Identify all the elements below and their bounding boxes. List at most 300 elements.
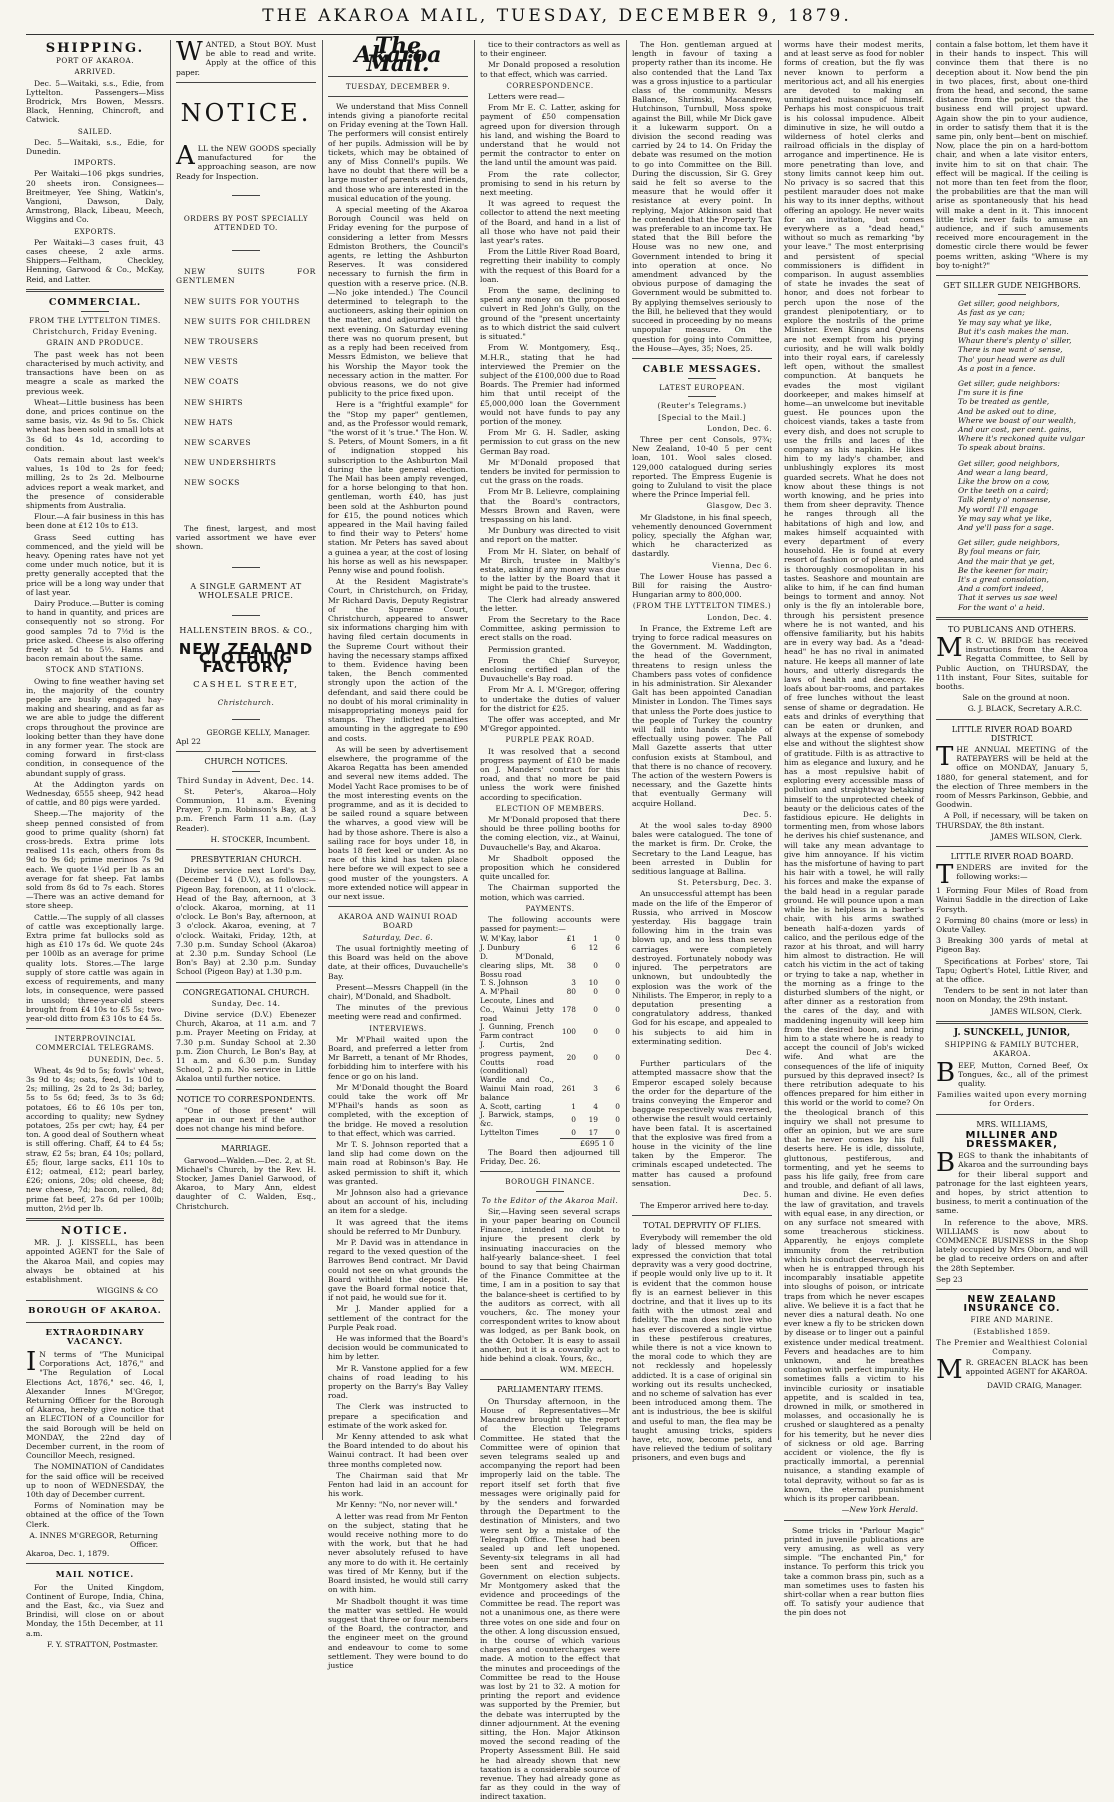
flies-text: Everybody will remember the old lady of blessed memory who expressed the conviction that total depravity was a very good doctrine, if people would only live up to it. It is evident that the common house fly is an earnest believer in this doctrine, and that it lives up to its faith with the utmost zeal and fidelity. The man does not live who has ever discovered a single virtue in these pestiferous creatures, while there is not a vice known to the moral code to which they are not recklessly and hopelessly addicted. It is a case of original sin working out its results unchecked, and no scheme of salvation has ever been introduced among them. The ant is industrious, the bee is skilful and useful to man, the flea may be taught amusing tricks, spiders have, etc, now, become pets, and have relieved the tedium of solitary prisoners, and even bugs and	[632, 1232, 772, 1463]
payee-cell: T. S. Johnson	[480, 978, 528, 988]
interviews-paragraph: Mr Shadbolt thought it was time the matter was settled. He would suggest that three or four members of the Board, the contractor, and the engineer meet on the ground and endeavour to come to some settlement. They were bound to do justice	[328, 1596, 468, 1670]
correspondence-paragraph: The offer was accepted, and Mr M'Gregor appointed.	[480, 715, 620, 734]
column-rule	[322, 40, 323, 1440]
pin-trick-text: contain a false bottom, let them have it in their hands to inspect. This will convince them that there is no deception about it. Now bend the pin in two places, first, about one-third from the head, and second, the same distance from the point, so that the business end will project upward. Again show the pin to your audience, in order to satisfy them that it is the same pin, only bent—bent on mischief. Now, place the pin on a hard-bottom chair, and when a late visitor enters, invite him to sit on that chair. The effect will be magical. If the ceiling is not more than ten feet from the floor, the probabilities are that the man will arise as spontaneously that his head will make a dent in it. This innocent little trick never fails to amuse an audience, and if such amusements received more encouragement in the domestic circle there would be fewer poems written, asking "Where is my boy to-night?"	[936, 40, 1088, 270]
divider	[328, 906, 468, 907]
insurance-heading: NEW ZEALAND INSURANCE CO.	[963, 1293, 1061, 1315]
correspondents-heading: NOTICE TO CORRESPONDENTS.	[176, 1094, 316, 1104]
little-river-text: HE ANNUAL MEETING of the RATEPAYERS will be held at the office on MONDAY, January 5, 1880, for general statement, and for the election of Three members in the room of Messrs Parkinson, Gebbie, and Goodwin.	[936, 745, 1088, 810]
interviews-heading: INTERVIEWS.	[369, 1023, 427, 1033]
vacancy-text: The NOMINATION of Candidates for the said office will be received up to noon of WEDNESDAY, the 10th day of December current.	[26, 1462, 164, 1500]
grain-heading: GRAIN AND PRODUCE.	[46, 338, 144, 348]
correspondence-paragraph: From the Secretary to the Race Committee, asking permission to erect stalls on the road.	[480, 614, 620, 643]
correspondence-paragraph: From Mr E. C. Latter, asking for payment of £50 compensation agreed upon for diversion through his land, and wishing the Board to understand that he would not permit the contractor to enter on the land until the amount was paid.	[480, 103, 620, 168]
poem-line: But it's cash makes the man.	[958, 326, 1069, 336]
poem-line: Get siller, good neighbors,	[958, 299, 1060, 309]
divider	[936, 1021, 1088, 1024]
election-heading: ELECTION OF MEMBERS.	[495, 803, 605, 813]
parliament-heading: PARLIAMENTARY ITEMS.	[496, 1385, 604, 1395]
payee-cell: J. Barwick, stamps, &c.	[480, 1110, 554, 1129]
table-row	[480, 1041, 620, 1076]
tender-item: 1 Forming Four Miles of Road from Wainui Saddle in the direction of Lake Forsyth.	[936, 886, 1088, 914]
stock-heading: STOCK AND STATIONS.	[45, 665, 145, 675]
interviews-paragraph: He was informed that the Board's decision would be communicated to him by letter.	[328, 1334, 468, 1362]
drop-cap: A	[176, 141, 195, 172]
poem-line: To speak about brains.	[958, 443, 1046, 453]
payee-cell: A. M'Phail	[480, 987, 519, 997]
payee-cell: W. M'Kay, labor	[480, 934, 538, 944]
marriage-text: Garwood—Walden.—Dec. 2, at St. Michael's Church, by the Rev. H. Stocker, James Daniel Garwood, of Akaroa, to Mary Ann, eldest daughter of C. Walden, Esq., Christchurch.	[176, 1155, 316, 1211]
payee-cell: D. M'Donald, clearing slips, Mt. Bossu road	[480, 952, 554, 979]
notice-text: MR. J. J. KISSELL, has been appointed AGENT for the Sale of the Akaroa Mail, and copies may always be obtained at his establishment.	[26, 1238, 164, 1284]
poem	[936, 299, 1088, 612]
divider	[232, 250, 260, 251]
list-item: NEW UNDERSHIRTS	[184, 458, 277, 468]
interprovincial-text: Wheat, 4s 9d to 5s; fowls' wheat, 3s 9d to 4s; oats, feed, 1s 10d to 2s; milling, 2s 2d to 2s 3d; barley, 5s to 5s 6d; feed, 3s to 3s 6d; potatoes, £6 to £6 10s per ton, according to quality; new Sydney potatoes, 25s per cwt; hay, £4 per ton. A good deal of Southern wheat is still offering. Chaff, £4 to £4 5s; straw, £2 5s; bran, £4 10s; pollard, £5; flour, large sacks, £11 10s to £12; oatmeal, £12; pearl barley, £26; onions, 20s; old cheese, 8d; new cheese, 7d; bacon, rolled, 8d; prime fat beef, 27s 6d per 100lb; mutton, 2½d per lb.	[26, 1065, 164, 1213]
wanted-text: ANTED, a Stout BOY. Must be able to read and write. Apply at the office of this paper.	[176, 40, 316, 77]
poem-line: Get siller, good neighbors,	[958, 458, 1060, 468]
flies-heading: TOTAL DEPRVITY OF FLIES.	[642, 1221, 762, 1231]
dateline: London, Dec. 6.	[707, 423, 772, 433]
drop-cap: M	[936, 1355, 963, 1386]
reuter-line: (Reuter's Telegrams.)	[657, 401, 747, 411]
tenders-signature: JAMES WILSON, Clerk.	[990, 1006, 1082, 1016]
grain-paragraph: Dairy Produce.—Butter is coming to hand in quantity, and prices are consequently not so strong. For good samples 7d to 7½d is the price asked. Cheese is also offering freely at 5d to 5½. Hams and bacon remain about the same.	[26, 598, 164, 664]
parlour-magic-text: Some tricks in "Parlour Magic" printed in juvenile publications are very amusing, as well as very simple. "The enchanted Pin," for instance. To perform this trick you take a common brass pin, such as a man sometimes uses to fasten his shirt-collar when a rear button flies off. To satisfy your audience that the pin does not	[784, 1525, 924, 1618]
poem-line: Be the keener for mair;	[958, 565, 1049, 575]
masthead-rule	[26, 34, 1094, 35]
shipping-heading: SHIPPING.	[45, 41, 145, 56]
shillings-cell: 12	[588, 943, 598, 953]
interviews-paragraph: Mr P. David was in attendance in regard to the vexed question of the Barrowes Bend contract. Mr David could not see on what grounds the Board withheld the deposit. He gave the Board formal notice that, if not paid, he would sue for it.	[328, 1237, 468, 1303]
pounds-cell: 100	[561, 1026, 576, 1036]
road-board-paragraph: The minutes of the previous meeting were read and confirmed.	[328, 1003, 468, 1022]
pence-cell: 6	[615, 1084, 620, 1094]
correspondence-paragraph: Mr Dunbury was directed to visit and report on the matter.	[480, 526, 620, 545]
correspondence-paragraph: From the Chief Surveyor, enclosing certified plan of the Duvauchelle's Bay road.	[480, 655, 620, 684]
vacancy-signature: A. INNES M'GREGOR, Returning Officer.	[29, 1530, 158, 1550]
interviews-paragraph: The Clerk was instructed to prepare a specification and estimate of the work asked for.	[328, 1402, 468, 1430]
vacancy-heading: EXTRAORDINARY VACANCY.	[45, 1327, 145, 1347]
pence-cell: 0	[615, 1004, 620, 1014]
sunckell-ad	[936, 1057, 1088, 1089]
manager-name: GEORGE KELLY, Manager.	[206, 727, 310, 737]
divider	[936, 275, 1088, 276]
column-2	[176, 37, 316, 1440]
divider	[998, 294, 1026, 295]
shillings-cell: 17	[588, 1128, 598, 1138]
pounds-cell: 80	[566, 987, 576, 997]
drop-cap: B	[936, 1057, 956, 1088]
pounds-cell: 1	[571, 1101, 576, 1111]
st-peter-signature: H. STOCKER, Incumbent.	[210, 834, 310, 844]
column-rule	[930, 40, 931, 1440]
paragraph: Mr Donald proposed a resolution to that effect, which was carried.	[480, 60, 620, 79]
grain-paragraph: The past week has not been characterised by much activity, and transactions have been on as meagre a scale as marked the previous week.	[26, 349, 164, 396]
imports-text: Per Waitaki—106 pkgs sundries, 20 sheets iron. Consignees—Breitmeyer, Yee Shing, Watkin's, Vangioni, Dawson, Daly, Armstrong, Black, Libeau, Meech, Wiggins and Co.	[26, 169, 164, 225]
correspondence-paragraph: From the Little River Road Board, regretting their inability to comply with the request of this Board for a loan.	[480, 247, 620, 284]
items-list	[176, 267, 316, 487]
payee-cell: Wardle and Co., Wainui Main road, balance	[480, 1075, 554, 1102]
vacancy-text: Forms of Nomination may be obtained at the office of the Town Clerk.	[26, 1501, 164, 1529]
correspondence-paragraph: From the same, declining to spend any money on the proposed culvert in Red John's Gully, on the ground of the "present uncertainty as to which district the said culvert is situated."	[480, 286, 620, 342]
divider	[176, 751, 316, 752]
sunckell-heading: J. SUNCKELL, JUNIOR,	[953, 1027, 1071, 1038]
exports-text: Per Waitaki—3 cases fruit, 43 cases cheese, 2 axle arms. Shippers—Feltham, Checkley, Henning, Garwood & Co., McKay, Reid, and Latter.	[26, 237, 164, 284]
divider	[176, 982, 316, 983]
column-rule	[778, 40, 779, 1440]
poem-line: My word! I'll engage	[958, 504, 1038, 514]
pounds-cell: 6	[571, 943, 576, 953]
list-item: NEW SOCKS	[184, 478, 240, 488]
correspondents-text: "One of those present" will appear in our next if the author does not change his mind before.	[176, 1105, 316, 1134]
williams-text: EGS to thank the inhabitants of Akaroa and the surrounding bays for their liberal support and patronage for the last eighteen years, and hopes, by strict attention to business, to merit a continuation of the same.	[936, 1151, 1088, 1216]
divider	[26, 1300, 164, 1301]
interviews-paragraph: Mr Kenny: "No, nor never will."	[336, 1500, 458, 1510]
notice-signature: WIGGINS & CO	[96, 1286, 158, 1296]
finance-heading: BOROUGH FINANCE.	[505, 1177, 595, 1187]
congregational-heading: CONGREGATIONAL CHURCH.	[182, 987, 310, 997]
pounds-cell: 0	[571, 1128, 576, 1138]
payee-cell: A. Scott, carting	[480, 1101, 542, 1111]
borough-heading: BOROUGH OF AKAROA.	[28, 1306, 162, 1317]
poem-line: Where it's reckoned quite vulgar	[958, 434, 1085, 444]
stock-paragraph: Sheep.—The majority of the sheep penned consisted of from good to prime quality (shorn) fat cross-breds. Extra prime lots realised 11s each, others from 8s 9d to 9s 6d; prime merinos 7s 9d each. We quote 1¼d per lb as an average for fat sheep. Fat lambs sold from 8s 6d to 7s each. Stores—There was an active demand for store sheep.	[26, 809, 164, 911]
commercial-heading: COMMERCIAL.	[48, 296, 142, 308]
interviews-paragraph: Mr Johnson also had a grievance about an account of his, including an item for a sledge.	[328, 1187, 468, 1216]
poem-line: Talk plenty o' nonsense,	[958, 495, 1051, 505]
shillings-cell: 10	[588, 978, 598, 988]
tenders-text: Specifications at Forbes' store, Tai Tapu; Ogbert's Hotel, Little River, and at the office.	[936, 956, 1088, 985]
poem-line: Ye may say what ye like,	[958, 317, 1052, 327]
city-name: Christchurch.	[217, 697, 275, 707]
list-item: NEW COATS	[184, 377, 240, 387]
insurance-established: (Established 1859.	[973, 1326, 1051, 1336]
tender-item: 3 Breaking 300 yards of metal at Pigeon Bay.	[936, 936, 1088, 955]
finance-letter: Sir,—Having seen several scraps in your paper bearing on Council Finance, intended no doubt to injure the present clerk by insinuating inaccuracies on the half-yearly balance-sheet. I feel bound to say that being Chairman of the Finance Committee at the time, I am in a position to say that the balance-sheet is certified to by the auditors as correct, with all vouchers, &c. The money your correspondent writes to know about was lodged, as per Bank book, on the 4th October. It is easy to assail another, but it is a cowardly act to hide behind a cloak. Yours, &c.,	[480, 1206, 620, 1364]
pounds-cell: £1	[566, 934, 576, 944]
divider	[232, 195, 260, 196]
poem-title: GET SILLER GUDE NEIGHBORS.	[943, 281, 1081, 291]
pence-cell: 0	[615, 987, 620, 997]
tender-item: 2 Forming 80 chains (more or less) in Okute Valley.	[936, 915, 1088, 935]
poem-line: For the want o' a heid.	[958, 602, 1045, 612]
payments-table	[480, 935, 620, 1137]
divider	[232, 615, 260, 616]
payee-cell: Lyttelton Times	[480, 1128, 539, 1138]
column-4	[480, 40, 620, 1802]
williams-name: MRS. WILLIAMS,	[976, 1119, 1048, 1129]
shillings-cell: 4	[593, 1101, 598, 1111]
poem-line: Get siller, gude neighbors:	[958, 378, 1060, 388]
source-line: (FROM THE LYTTELTON TIMES.)	[632, 601, 772, 611]
correspondence-paragraph: From Mr A. I. M'Gregor, offering to undertake the duties of valuer for the district for £25.	[480, 685, 620, 713]
payments-total: £695 1 0	[560, 1138, 614, 1148]
pence-cell: 0	[615, 978, 620, 988]
drop-cap: W	[176, 37, 203, 67]
divider	[480, 1171, 620, 1172]
drop-cap: I	[26, 1347, 37, 1377]
column-rule	[474, 40, 475, 1440]
pence-cell: 0	[615, 1128, 620, 1138]
dateline: Glasgow, Dec 3.	[706, 501, 772, 511]
payee-cell: J. Dunbury	[480, 943, 520, 953]
little-river-ad	[936, 742, 1088, 810]
divider	[784, 1520, 924, 1521]
table-row	[480, 953, 620, 979]
parliament-text: On Thursday afternoon, in the House of Representatives—Mr Macandrew brought up the report of the Election Telegrams Committee. He stated that the Committee were of opinion that seven telegrams sealed up and accompanying the report had been improperly laid on the table. The report itself set forth that five messages were originally paid for by the senders and forwarded through the Department to the destination of Ministers, and two were sent by a mistake of the Telegraph Office. These had been sealed up and left unopened. Seventy-six telegrams in all had been sent and received by Government on election subjects. Mr Montgomery asked that the evidence and proceedings of the Committee be read. The report was not a unanimous one, as there were three votes on one side and four on the other. A long discussion ensued, in the course of which various charges and countercharges were made. A motion to the effect that the minutes and proceedings of the Committee be read to the House was lost by 21 to 32. A motion for printing the report and evidence was supported by the Premier, but the debate was interrupted by the dinner adjournment. At the evening sitting, the Hon. Major Atkinson moved the second reading of the Property Assessment Bill. He said he had already shown that new taxation is a considerable source of revenue. They had already gone as far as they could in the way of indirect taxation.	[480, 1396, 620, 1802]
poem-line: And ye'll pass for a sage.	[958, 522, 1054, 532]
divider	[536, 1191, 564, 1192]
road-board-date: Saturday, Dec. 6.	[362, 932, 434, 942]
publicans-text: R C. W. BRIDGE has received instructions from the Akaroa Regatta Committee, to Sell by Public Auction, on THURSDAY, the 11th instant, Four Sites, suitable for booths.	[936, 635, 1088, 691]
shillings-cell: 0	[593, 1053, 598, 1063]
grain-paragraph: Flour.—A fair business in this has been done at £12 10s to £13.	[26, 512, 164, 531]
list-item: NEW SUITS FOR CHILDREN	[184, 316, 311, 326]
divider	[232, 567, 260, 568]
divider	[232, 771, 260, 772]
table-row	[480, 1076, 620, 1102]
divider	[26, 1218, 164, 1221]
cable-heading: CABLE MESSAGES.	[642, 363, 762, 375]
pence-cell: 0	[615, 934, 620, 944]
payee-cell: J. Gunning, French Farm contract	[480, 1022, 554, 1041]
issue-date: TUESDAY, DECEMBER 9.	[345, 81, 451, 91]
congregational-date: Sunday, Dec. 14.	[211, 998, 281, 1008]
mail-notice-text: For the United Kingdom, Continent of Europe, India, China, and the East, &c., via Suez and Brindisi, will close on or about Monday, the 15th December, at 11 a.m.	[26, 1582, 164, 1638]
list-item: NEW SUITS FOR YOUTHS	[184, 296, 300, 306]
grain-paragraph: Oats remain about last week's values, 1s 10d to 2s for feed; milling, 2s to 2s 2d. Melbourne advices report a weak market, and the presence of considerable shipments from Australia.	[26, 454, 164, 510]
poem-line: Or the teeth on a caird;	[958, 486, 1049, 496]
williams-text: In reference to the above, MRS. WILLIAMS is now about to COMMENCE BUSINESS in the Shop lately occupied by Mrs Oborn, and will be glad to receive orders on and after the 28th September.	[936, 1217, 1088, 1273]
poem-line: There is nae want o' sense,	[958, 345, 1063, 355]
interviews-paragraph: Mr J. Mander applied for a settlement of the contract for the Purple Peak road.	[328, 1304, 468, 1332]
factory-name: NEW ZEALAND CLOTHING FACTORY,	[178, 639, 314, 677]
purple-peak-heading: PURPLE PEAK ROAD.	[505, 735, 595, 745]
divider	[480, 1379, 620, 1380]
marriage-heading: MARRIAGE.	[221, 1144, 271, 1154]
port-heading: PORT OF AKAROA.	[56, 56, 134, 66]
drop-cap: M	[936, 632, 963, 663]
street-name: CASHEL STREET,	[193, 679, 299, 690]
shillings-cell: 0	[593, 987, 598, 997]
orders-heading: ORDERS BY POST SPECIALLY ATTENDED TO.	[183, 213, 309, 233]
masthead: THE AKAROA MAIL, TUESDAY, DECEMBER 9, 1879.	[262, 6, 852, 26]
divider	[81, 311, 109, 312]
cable-text: At the wool sales to-day 8900 bales were catalogued. The tone of the market is firm. Dr. Croke, the Secretary to the Land League, has been arrested in Dublin for seditious language at Ballina.	[632, 821, 772, 877]
pounds-cell: 38	[566, 960, 576, 970]
flies-source: —New York Herald.	[841, 1505, 918, 1515]
sailed-heading: SAILED.	[77, 126, 113, 136]
poem-line: Ye may say what ye like,	[958, 513, 1052, 523]
special-line: [Special to the Mail.]	[658, 412, 746, 422]
st-peter-text: St. Peter's, Akaroa—Holy Communion, 11 a.m. Evening Prayer, 7 p.m. Robinson's Bay, at 3 p.m. French Farm 11 a.m. (Lay Reader).	[176, 786, 316, 833]
road-board-paragraph: Present—Messrs Chappell (in the chair), M'Donald, and Shadbolt.	[328, 982, 468, 1001]
pounds-cell: 0	[571, 1114, 576, 1124]
source-line: FROM THE LYTTELTON TIMES.	[29, 316, 161, 326]
cable-text: An unsuccessful attempt has been made on the life of the Emperor of Russia, who arrived in Moscow yesterday. His baggage train following him in the train was blown up, and no less than seven carriages were completely destroyed. Fortunately nobody was injured. The perpetrators are unknown, but undoubtedly the explosion was the work of the Nihilists. The Emperor, in reply to a deputation presenting a congratulatory address, thanked God for his escape, and appealed to his subjects to aid him in exterminating sedition.	[632, 889, 772, 1046]
payments-heading: PAYMENTS.	[525, 903, 575, 913]
payments-intro: The following accounts were passed for payment:—	[480, 915, 620, 934]
interviews-paragraph: Mr R. Vanstone applied for a few chains of road leading to his property on the Barry's Bay Valley road.	[328, 1363, 468, 1401]
column-1	[26, 40, 164, 1649]
list-item: NEW VESTS	[184, 357, 239, 367]
pounds-cell: 178	[561, 1004, 576, 1014]
poem-line: As fast as ye can;	[958, 308, 1025, 318]
williams-date: Sep 23	[936, 1274, 963, 1284]
editorial-paragraph: Here is a "frightful example" for the "Stop my paper" gentlemen, and, as the Professor would remark, "the worst of it 's true." The Hon. W. S. Peters, of Mount Somers, in a fit of indignation stopped his subscription to the Ashburton Mail during the late general election. The Mail has been amply revenged, for a horse belonging to that hon. gentleman, worth £40, has just been sold at the Ashburton pound for £15, the pound notices which appeared in the Mail having failed to find their way to Peters' home station. Mr Peters has saved about a guinea a year, at the cost of losing his horse as well as his newspaper. Penny wise and pound foolish.	[328, 400, 468, 575]
correspondence-paragraph: From Mr G. H. Sadler, asking permission to cut grass on the new German Bay road.	[480, 428, 620, 456]
poem-line: It's a great consolation,	[958, 574, 1049, 584]
adjourned-text: The Board then adjourned till Friday, Dec. 26.	[480, 1148, 620, 1167]
pence-cell: 0	[615, 960, 620, 970]
road-board-heading: AKAROA AND WAINUI ROAD BOARD	[338, 912, 458, 931]
mail-notice-signature: F. Y. STRATTON, Postmaster.	[46, 1639, 158, 1649]
pounds-cell: 3	[571, 978, 576, 988]
divider	[632, 358, 772, 359]
correspondence-heading: CORRESPONDENCE.	[506, 80, 594, 90]
parliament-continued: The Hon. gentleman argued at length in favour of taxing a property rather than its income. He also contended that the Land Tax was a gross injustice to a particular class of the community. Messrs Ballance, Shrimski, Macandrew, Hutchinson, Turnbull, Moss spoke against the Bill, while Mr Dick gave it a lukewarm support. On a division the second reading was carried by 24 to 14. On Friday the debate was resumed on the motion to go into Committee on the Bill. During the discussion, Sir G. Grey said he felt so averse to the measure that he would offer it resistance at every point. In replying, Major Atkinson said that he contended that the Property Tax was preferable to an income tax. He stated that the Bill before the House was no new one, and Government intended to bring it into operation at once. No amendment advanced by the obvious purpose of damaging the Government would be submitted to. By applying themselves seriously to the Bill, he believed that they would succeed in proceeding by no means unpopular measure. On the question for going into Committee, the House—Ayes, 35; Noes, 25.	[632, 40, 772, 353]
firm-name: HALLENSTEIN BROS. & CO.,	[179, 625, 313, 635]
stock-paragraph: At the Addington yards on Wednesday, 6555 sheep, 942 head of cattle, and 80 pigs were yarded.	[26, 779, 164, 808]
election-paragraph: Mr Shadbolt opposed the proposition which he considered quite uncalled for.	[480, 853, 620, 882]
purple-peak-text: It was resolved that a second progress payment of £10 be made on J. Manders' contract for this road, and that no more be paid unless the work were finished according to specification.	[480, 746, 620, 802]
column-3	[328, 33, 468, 1670]
road-board-paragraph: The usual fortnightly meeting of this Board was held on the above date, at their offices, Duvauchelle's Bay.	[328, 943, 468, 981]
sailed-text: Dec. 5—Waitaki, s.s., Edie, for Dunedin.	[26, 137, 164, 157]
dateline: Vienna, Dec 6.	[712, 560, 772, 570]
interviews-paragraph: Mr T. S. Johnson reported that a land slip had come down on the main road at Robinson's Bay. He asked permission to shift it, which was granted.	[328, 1139, 468, 1186]
finest-text: The finest, largest, and most varied assortment we have ever shown.	[176, 523, 316, 552]
poem-line: And wear a lang beard,	[958, 467, 1049, 477]
divider	[176, 82, 316, 83]
vacancy-date: Akaroa, Dec. 1, 1879.	[26, 1549, 110, 1559]
divider	[632, 1215, 772, 1216]
column-6	[784, 40, 924, 1618]
pounds-cell: 261	[561, 1084, 576, 1094]
pence-cell: 0	[615, 1026, 620, 1036]
divider	[688, 378, 716, 379]
dateline: London, Dec. 4.	[707, 612, 772, 622]
poem-line: And a comfort indeed,	[958, 584, 1044, 594]
advent-line: Third Sunday in Advent, Dec. 14.	[177, 775, 315, 785]
divider	[688, 396, 716, 397]
divider	[26, 289, 164, 292]
paragraph: tice to their contractors as well as to their engineer.	[480, 40, 620, 59]
payee-cell: J. Curtis, 2nd progress payment, Coutts road (conditional)	[480, 1040, 554, 1076]
table-row	[480, 1129, 620, 1138]
dateline: St. Petersburg, Dec. 3.	[677, 878, 772, 888]
flies-continued: worms have their modest merits, and at least serve as food for nobler forms of creation, but the fly was never known to perform a meritorious act, and all his energies are devoted to making an unmitigated nuisance of himself. Perhaps his most conspicuous trait is his colossal impudence. Albeit diminutive in size, he will outdo a wilderness of hotel clerks and railroad officials in the display of arrogance and impertinence. He is more penetrating than love, and stony limits cannot keep him out. No privacy is so sacred that this pestilent marauder does not make his way to its inner depths, without offering an apology. He never waits for an invitation, but comes everywhere as a "dead head," without so much as remarking "by your leave." The most enterprising and persistent of special commissioners is diffident in comparison. In august assemblies of state he invades the seat of honor, and does not forbear to perch upon the nose of the grandest plenipotentiary, or to explore the nostrils of the prime Minister. Even Kings and Queens are not exempt from his prying curiosity, and he will walk boldly into their royal ears, if carelessly left open, without the smallest compunction. At banquets he evades the most vigilant doorkeeper, and makes himself at home—an unwelcome but inevitable guest. He pounces upon the choicest viands, takes a taste from every dish, and does not scruple to use the frills and laces of the company as his napkin. He likes him to my lady's chamber, and unblushingly explores its most guarded secrets. What he does not know about these things is not worth knowing, and he pries into them from sheer depravity. Thence he ranges through all the habitations of high and low, and makes himself acquainted with every department of every household. He is found at every resort of fashion or of pleasure, and is thoroughly cosmopolitan in his tastes. Seashore and mountain are alike to him, if he can find human beings to torment and annoy. Not only is the fly an intolerable bore, through his persistent presence where he is not wanted, and his offensive familiarity, but his habits are in every way bad. As a "dead-head" he has no rival in animated nature. He keeps all manner of late hours, and utterly disregards the laws of health and decency. He loafs about bar-rooms, and partakes of free lunches without the least sense of shame or degradation. He eats and drinks of everything that can be eaten or drunken, and always at the expense of somebody else and without the slightest show of gratitude. Filth is as attractive to him as elegance and luxury, and he has a most repulsive habit of exploring every accessible mass of pollution and straightway betaking himself to the unprotected cheek of beauty or the delicious cates of the fastidious epicure. He delights in tormenting men, from whose labors he derives his chief sustenance, and will take any mean advantage to give him annoyance. If his victim has the misfortune of having to part his hair with a towel, he will rally his forces and make the expanse of the bald head in a regular parade ground. He will pounce upon a man while he is helpless in a barber's chair, with his arms swathed beneath half-a-dozen yards of calico, and the perilous edge of the razor at his throat, and will harry him almost to distraction. He will catch his victim in the act of taking or trying to take a nap, whether in the morning as a fringe to the disturbed slumbers of the night, or after dinner as a restoration from the cares of the day, and with maddening ingenuity will keep him from the desired boon, and bring him to a state where he is ready to accept the council of Job's wicked wife. And what are the consequences of the life of iniquity pursued by this depraved insect? Is there retribution adequate to his offences prepared for him either in this world or the world to come? On the theological branch of this inquiry we shall not presume to offer an opinion, but we are sure that he never comes by his full deserts here. He is idle, dissolute, gluttonous, pestiferous, and tormenting, and yet he seems to pass his life gaily, free from care and trouble, and defiant of all laws, human and divine. He even defies the law of gravitation, and travels with equal ease, in any direction, or on any surface not smeared with some treacherous stickiness. Apparently, he enjoys complete immunity from the retribution which his conduct deserves, except when he is entrapped through his incomparably insatiable appetite into sloughs of poison, or intricate traps from which he never escapes alive. We believe it is a fact that he never dies a natural death. No one ever knew a fly to be stricken down by disease or to linger out a painful existence under medical treatment. Fevers and headaches are to him unknown, and he breathes contagion with perfect impunity. He sometimes falls a victim to his invincible curiosity or insatiable appetite, and is scalded in tea, drowned in milk, or smothered in molasses, and occasionally he is crushed or slaughtered as a penalty for his temerity, but he never dies of sickness or old age. Barring accident or violence, the fly is practically immortal, a perennial nuisance, a standing example of total depravity, without so far as is known, the eternal punishment which is its proper caribbean.	[784, 40, 924, 1504]
correspondence-paragraph: From the rate collector, promising to send in his return by next meeting.	[480, 169, 620, 198]
church-notices-heading: CHURCH NOTICES.	[204, 757, 288, 767]
pence-cell: 0	[615, 1101, 620, 1111]
tenders-text: Tenders to be sent in not later than noon on Monday, the 29th instant.	[936, 986, 1088, 1005]
greacen-text: R. GREACEN BLACK has been appointed AGENT for AKAROA.	[965, 1358, 1088, 1377]
list-item: NEW SUITS FOR GENTLEMEN	[176, 267, 316, 286]
cable-text: Mr Gladstone, in his final speech, vehemently denounced Government policy, specially the Afghan war, which he characterized as dastardly.	[632, 512, 772, 559]
single-garment-heading: A SINGLE GARMENT AT WHOLESALE PRICE.	[190, 582, 302, 601]
ad-date: Apl 22	[176, 737, 201, 747]
column-rule	[626, 40, 627, 1440]
stock-paragraph: Owing to fine weather having set in, the majority of the country people are busily engaged hay-making and shearing, and as far as we are able to judge the different crops throughout the province are looking better than they have done in any former year. The stock are coming forward in first-class condition, in consequence of the abundant supply of grass.	[26, 676, 164, 778]
shillings-cell: 19	[588, 1114, 598, 1124]
arrived-text: Dec. 5—Waitaki, s.s., Edie, from Lyttelton. Passengers—Miss Brodrick, Mrs Bowen, Messrs. Black, Henning, Chincroft, and Catwick.	[26, 78, 164, 125]
interviews-paragraph: The Chairman said that Mr Fenton had laid in an account for his work.	[328, 1470, 468, 1499]
poem-line: Like the brow on a cow,	[958, 476, 1050, 486]
finance-signature: WM. MEECH.	[559, 1365, 614, 1375]
divider	[26, 1322, 164, 1323]
correspondence-paragraph: Letters were read—	[488, 92, 565, 102]
pence-cell: 6	[615, 943, 620, 953]
shillings-cell: 3	[593, 1084, 598, 1094]
column-rule	[170, 40, 171, 1440]
divider	[936, 846, 1088, 847]
grain-paragraph: Wheat—Little business has been done, and prices continue on the same basis, viz. 4s 9d to 5s. Chick wheat has been sold in small lots at 3s 6d to 4s 1d, according to condition.	[26, 397, 164, 453]
publicans-ad	[936, 632, 1088, 691]
poem-line: As a post in a fence.	[958, 363, 1036, 373]
column-5	[632, 40, 772, 1463]
divider	[936, 1114, 1088, 1115]
greacen-signature: DAVID CRAIG, Manager.	[986, 1381, 1082, 1391]
interviews-paragraph: A letter was read from Mr Fenton on the subject, stating that he would receive nothing more to do with the work, but that he had never absolutely refused to have any more to do with it. He certainly was tired of Mr Kenny, but if the Board insisted, he would still carry on with him.	[328, 1511, 468, 1595]
publicans-text: Sale on the ground at noon.	[962, 693, 1070, 703]
list-item: NEW HATS	[184, 417, 234, 427]
pence-cell: 0	[615, 1114, 620, 1124]
editorial-paragraph: As will be seen by advertisement elsewhere, the programme of the Akaroa Regatta has been amended and several new items added. The Model Yacht Race promises to be of the most interesting events on the programme, and as it is decided to be sailed round a square between the wharves, a good view will be had by those ashore. There is also a sailing race for boys under 18, in boats 18 feet keel or under. As no race of this kind has taken place here before we will expect to see a good muster of the youngsters. A more extended notice will appear in our next issue.	[328, 744, 468, 902]
sunckell-text: EEF, Mutton, Corned Beef, Ox Tongues, &c., all of the primest quality.	[958, 1060, 1088, 1088]
exports-heading: EXPORTS.	[73, 226, 117, 236]
dateline: DUNEDIN, Dec. 5.	[88, 1054, 164, 1064]
shillings-cell: 0	[593, 1026, 598, 1036]
wanted-ad	[176, 37, 316, 77]
dateline: Christchurch, Friday Evening.	[32, 327, 158, 337]
williams-ad	[936, 1148, 1088, 1216]
election-paragraph: Mr M'Donald proposed that there should be three polling booths for the coming election, viz., at Wainui, Duvauchelle's Bay, and Akaroa.	[480, 815, 620, 852]
divider	[232, 719, 260, 720]
correspondence-paragraph: From Mr H. Slater, on behalf of Mr Birch, trustee in Maltby's estate, asking if any money was due to the latter by the Board that it might be paid to the trustee.	[480, 546, 620, 593]
poem-line: Get siller, gude neighbors,	[958, 538, 1060, 548]
vacancy-body: N terms of "The Municipal Corporations Act, 1876," and "The Regulation of Local Elections Act, 1876," sec. 46, I, Alexander Innes M'Gregor, Returning Officer for the Borough of Akaroa, hereby give notice that an ELECTION of a Councillor for the said Borough will be held on MONDAY, the 22nd day of December current, in the room of Councillor Meech, resigned.	[26, 1350, 164, 1461]
drop-cap: T	[936, 860, 954, 891]
pence-cell: 0	[615, 1053, 620, 1063]
cable-text: The Lower House has passed a Bill for raising the Austro-Hungarian army to 800,000.	[632, 571, 772, 600]
shillings-cell: 0	[593, 960, 598, 970]
editorial-paragraph: At the Resident Magistrate's Court, in Christchurch, on Friday, Mr Richard Davis, Deputy Registrar of the Supreme Court, Christchurch, appeared to answer six informations charging him with having filed certain documents in the Supreme Court without their having the necessary stamps affixed to them. Evidence having been taken, the Bench commented strongly upon the action of the defendant, and said there could be no doubt of his moral criminality in misappropriating moneys paid for stamps. They inflicted penalties amounting in the aggregate to £90 and costs.	[328, 577, 468, 743]
cable-text: In France, the Extreme Left are trying to force radical measures on the Government. M. Waddington, the head of the Government, threatens to resign unless the Chambers pass votes of confidence in his administration. Sir Alexander Galt has been appointed Canadian Minister in London. The Times says that unless the Porte does justice to the people of Turkey the country will fall into hands capable of effectually using power. The Pall Mall Gazette asserts that utter confusion exists at Stamboul, and that there is no chance of recovery. The action of the western Powers is necessary, and the Gazette hints that eventually Germany will acquire Holland.	[632, 623, 772, 808]
column-7	[936, 40, 1088, 1440]
cable-text: Three per cent Consols, 97¾; New Zealand, 10-40 5 per cent loan, 101. Wool sales closed. 129,000 catalogued during series reported. The Empress Eugenie is going to Zululand to visit the place where the Prince Imperial fell.	[632, 434, 772, 500]
payee-cell: Lecoute, Lines and Co., Wainui Jetty road	[480, 996, 554, 1023]
publicans-signature: G. J. BLACK, Secretary A.R.C.	[967, 704, 1082, 714]
divider	[26, 1028, 164, 1029]
arrived-heading: ARRIVED.	[74, 67, 116, 77]
imports-heading: IMPORTS.	[74, 158, 116, 168]
poem-line: Tho' your head were as dull	[958, 354, 1065, 364]
drop-cap: T	[936, 742, 954, 773]
poem-line: That it serves us sae weel	[958, 593, 1058, 603]
correspondence-paragraph: From Mr B. Lelievre, complaining that the Board's contractors, Messrs Brown and Raven, were trespassing on his land.	[480, 487, 620, 524]
poem-line: Where we boast of our wealth,	[958, 415, 1077, 425]
little-river-board-heading: LITTLE RIVER ROAD BOARD.	[950, 852, 1074, 862]
tenders-text: ENDERS are invited for the following works:—	[956, 863, 1088, 882]
interviews-paragraph: Mr Kenny attended to ask what the Board intended to do about his Wainui contract. It had been over three months completed now.	[328, 1432, 468, 1469]
correspondence-paragraph: It was agreed to request the collector to attend the next meeting of the Board, and hand in a list of all those who have not paid their last year's rates.	[480, 199, 620, 246]
table-row	[480, 1111, 620, 1129]
divider	[176, 1138, 316, 1139]
drop-cap: B	[936, 1148, 956, 1179]
little-river-heading: LITTLE RIVER ROAD BOARD DISTRICT.	[951, 724, 1073, 743]
